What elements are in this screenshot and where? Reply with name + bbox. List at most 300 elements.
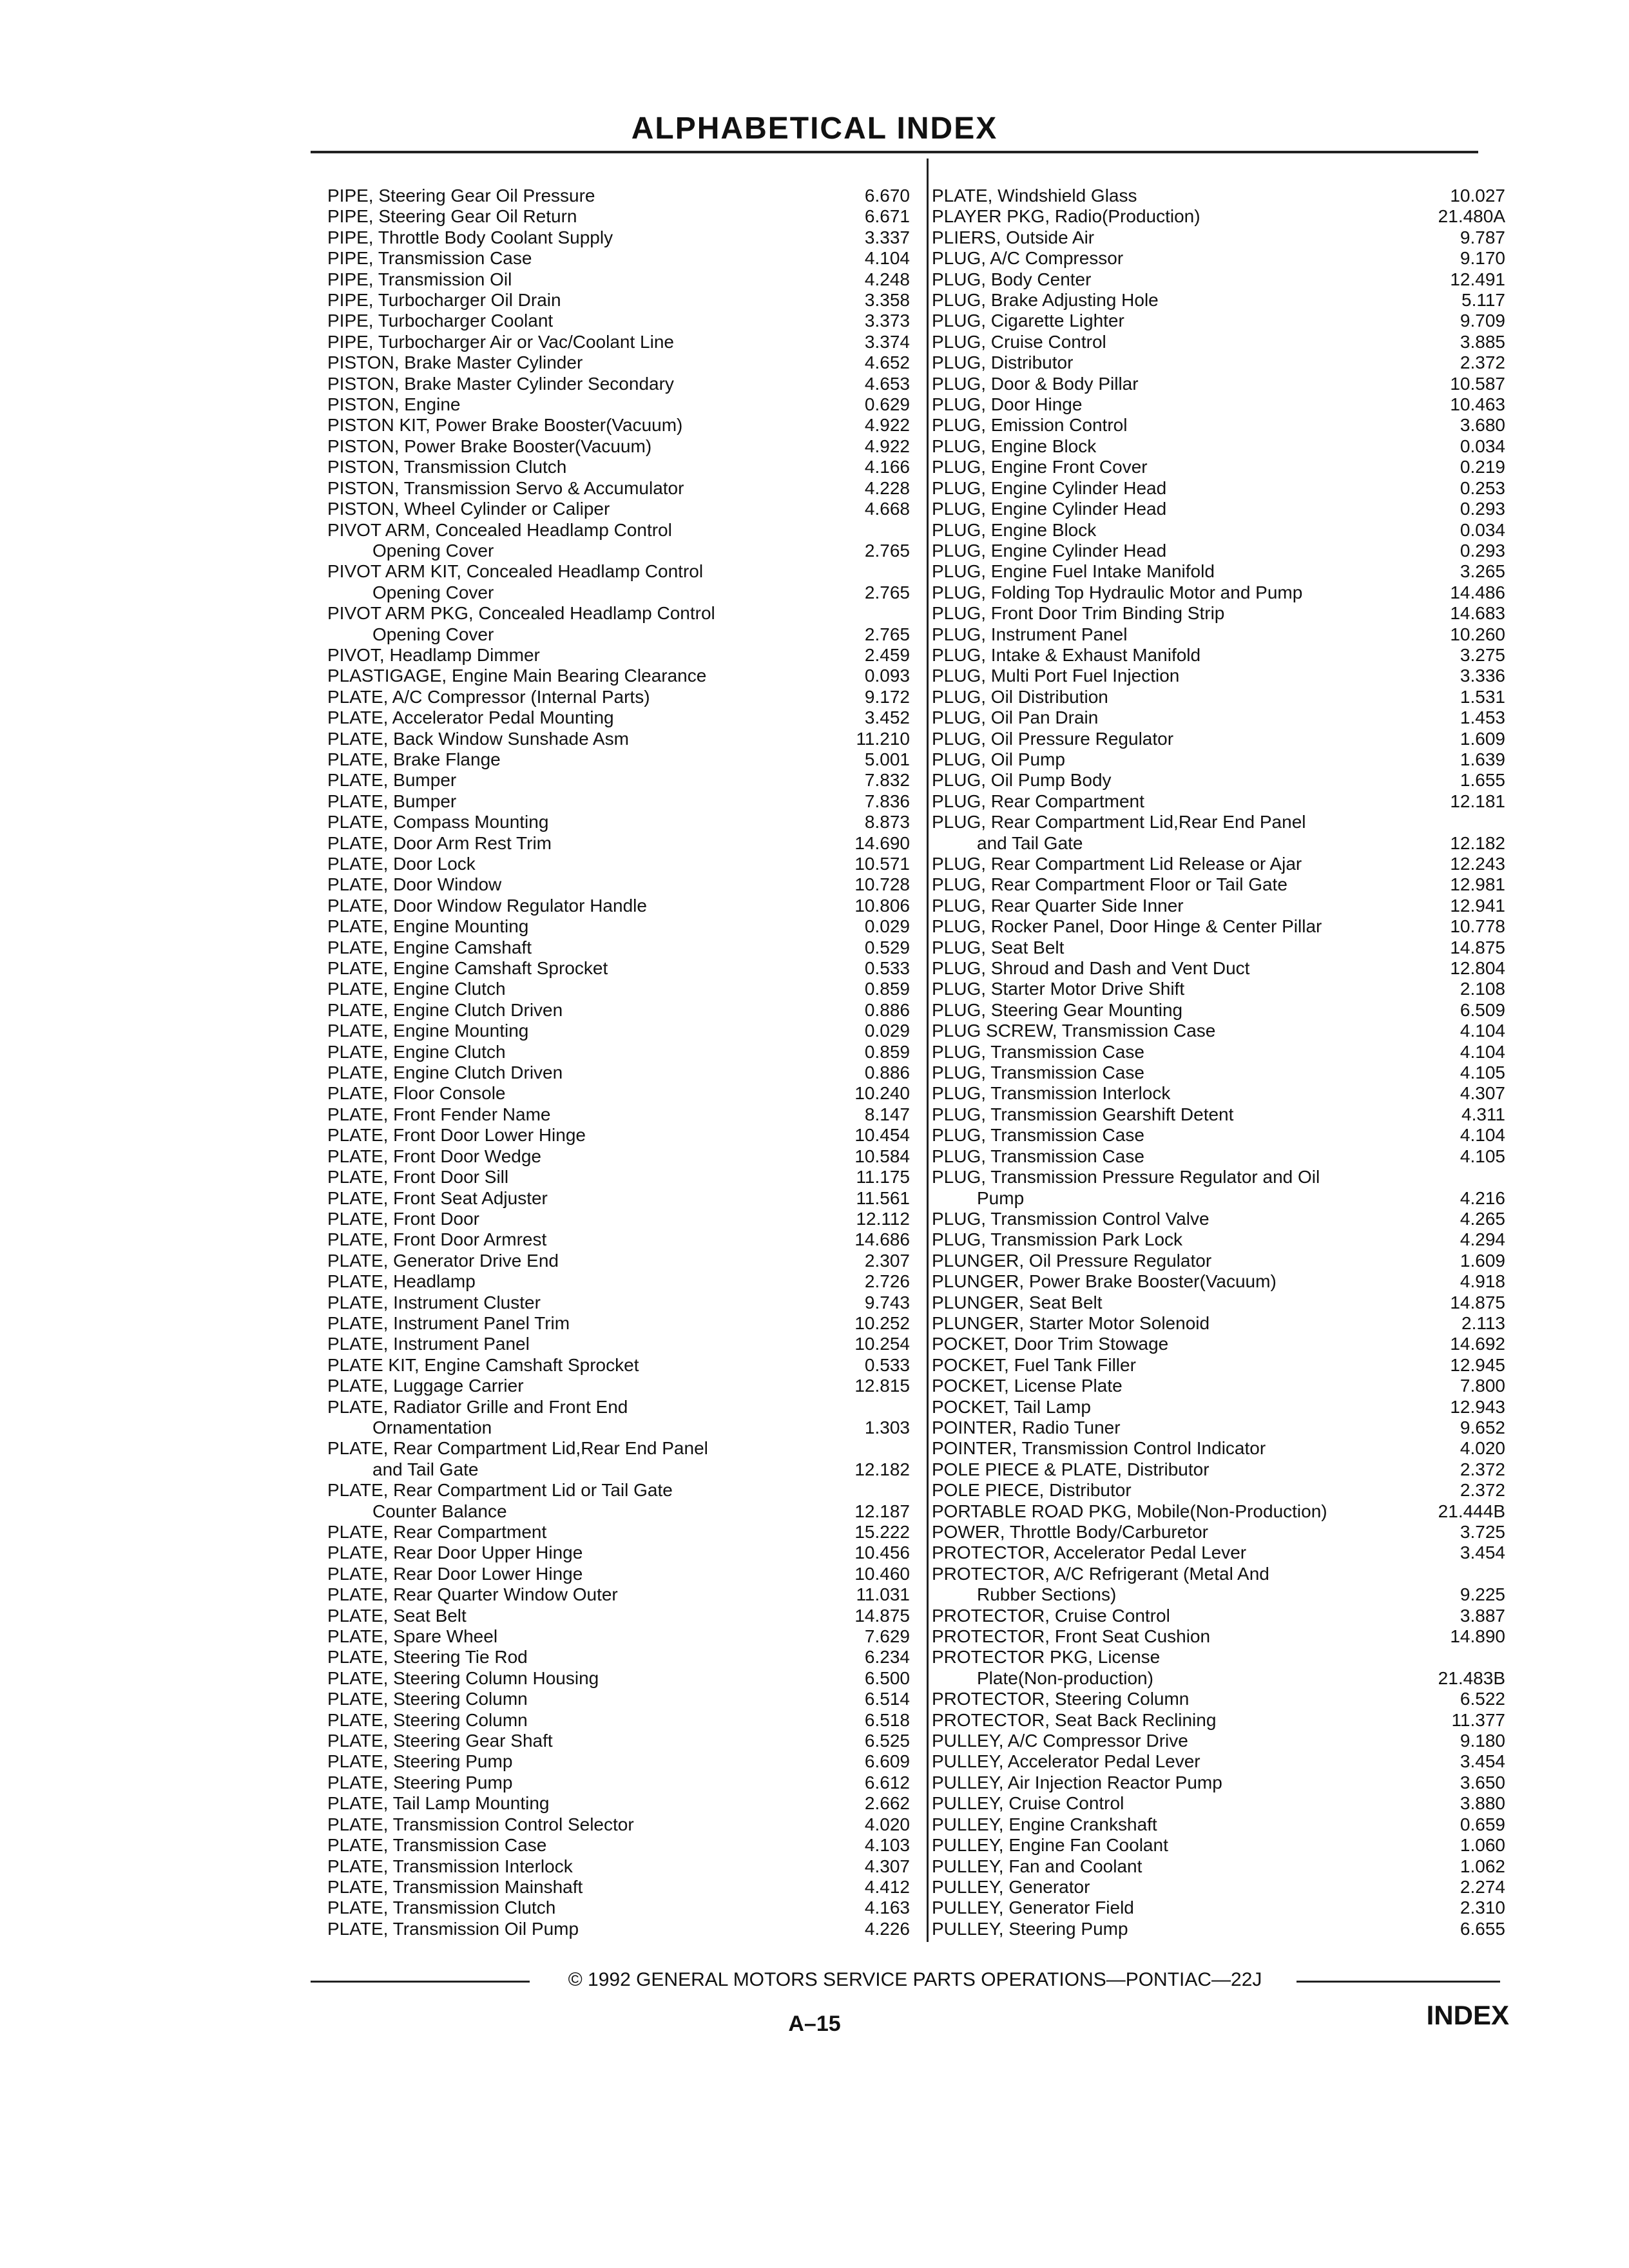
index-entry <box>327 833 910 854</box>
index-entry <box>932 1271 1505 1292</box>
entry-description <box>932 206 1415 227</box>
entry-line: PLUG, Transmission Case <box>932 1125 1144 1146</box>
entry-line: PLATE, Steering Pump <box>327 1751 513 1772</box>
entry-reference: 0.629 <box>864 394 910 415</box>
entry-reference: 3.454 <box>1460 1542 1505 1563</box>
index-entry <box>327 1564 910 1584</box>
entry-reference: 2.726 <box>864 1271 910 1292</box>
entry-reference: 4.020 <box>1460 1438 1505 1459</box>
entry-line: PIPE, Transmission Case <box>327 248 532 269</box>
entry-reference: 12.491 <box>1450 269 1505 289</box>
index-entry <box>932 311 1505 331</box>
entry-description <box>932 958 1415 979</box>
entry-line: PLATE, Engine Camshaft Sprocket <box>327 958 608 979</box>
entry-line: PLUG, Oil Pump <box>932 749 1065 769</box>
entry-line: and Tail Gate <box>372 1459 479 1479</box>
entry-description <box>327 1188 827 1209</box>
entry-line: PLATE, Tail Lamp Mounting <box>327 1793 550 1814</box>
entry-reference: 11.175 <box>856 1167 910 1187</box>
entry-reference: 12.243 <box>1450 854 1505 874</box>
entry-reference: 12.182 <box>854 1459 910 1479</box>
index-entry <box>932 499 1505 519</box>
entry-line: Pump <box>977 1187 1025 1208</box>
index-entry <box>932 687 1505 707</box>
entry-line: PLATE, Rear Quarter Window Outer <box>327 1584 618 1605</box>
entry-line: PLATE, Engine Mounting <box>327 916 529 937</box>
entry-reference: 14.683 <box>1450 603 1505 624</box>
entry-description <box>932 541 1415 561</box>
entry-line: PULLEY, Cruise Control <box>932 1793 1124 1814</box>
entry-reference: 0.886 <box>864 999 910 1020</box>
entry-description <box>932 1229 1415 1250</box>
index-entry <box>932 666 1505 686</box>
entry-line: PLATE, Bumper <box>327 791 457 811</box>
entry-line: PLUG, Transmission Pressure Regulator and Oil <box>932 1167 1320 1187</box>
entry-description <box>327 1334 827 1354</box>
entry-reference: 12.804 <box>1450 958 1505 979</box>
entry-description <box>932 1647 1415 1689</box>
entry-line: PIPE, Steering Gear Oil Pressure <box>327 186 595 206</box>
index-entry <box>327 1021 910 1041</box>
entry-reference: 9.170 <box>1460 248 1505 269</box>
entry-description <box>932 290 1415 311</box>
index-entry <box>327 979 910 999</box>
entry-line: POWER, Throttle Body/Carburetor <box>932 1522 1208 1542</box>
entry-description <box>327 1355 827 1376</box>
entry-line: Opening Cover <box>372 540 494 561</box>
entry-description <box>327 415 827 436</box>
entry-description <box>932 186 1415 206</box>
entry-description <box>327 1397 827 1439</box>
entry-reference: 12.941 <box>1450 895 1505 916</box>
entry-description <box>932 603 1415 624</box>
entry-reference: 8.873 <box>864 812 910 832</box>
entry-line: PISTON, Wheel Cylinder or Caliper <box>327 499 610 519</box>
entry-line: PLATE, Luggage Carrier <box>327 1376 524 1396</box>
index-entry <box>327 248 910 269</box>
index-entry <box>932 1606 1505 1626</box>
entry-description <box>327 1042 827 1062</box>
index-entry <box>932 1835 1505 1856</box>
entry-description <box>932 707 1415 728</box>
entry-line: PLAYER PKG, Radio(Production) <box>932 206 1200 227</box>
index-entry <box>932 1856 1505 1877</box>
entry-reference: 10.254 <box>854 1334 910 1354</box>
entry-description <box>327 896 827 916</box>
entry-description <box>932 624 1415 645</box>
index-entry <box>932 1397 1505 1418</box>
index-entry <box>327 1898 910 1918</box>
entry-description <box>932 1626 1415 1647</box>
entry-reference: 4.104 <box>1460 1021 1505 1041</box>
entry-description <box>327 1000 827 1021</box>
index-entry <box>327 457 910 477</box>
index-entry <box>932 1710 1505 1731</box>
entry-description <box>327 1271 827 1292</box>
index-entry <box>327 478 910 499</box>
entry-description <box>932 1251 1415 1271</box>
entry-description <box>932 1501 1415 1522</box>
index-entry <box>327 958 910 979</box>
entry-reference: 4.166 <box>864 457 910 477</box>
index-entry <box>932 269 1505 290</box>
entry-line: PLATE, Rear Door Lower Hinge <box>327 1563 583 1584</box>
entry-description <box>327 561 827 603</box>
entry-line: PLUG, Cigarette Lighter <box>932 311 1124 331</box>
index-entry <box>932 1209 1505 1229</box>
index-entry <box>327 206 910 227</box>
entry-reference: 14.875 <box>854 1605 910 1626</box>
entry-reference: 2.765 <box>864 540 910 561</box>
footer-rule-right <box>1296 1981 1500 1983</box>
index-entry <box>932 1062 1505 1083</box>
entry-description <box>932 1919 1415 1939</box>
entry-line: PLUG, Seat Belt <box>932 937 1065 957</box>
entry-description <box>327 1542 827 1563</box>
entry-reference: 4.103 <box>864 1835 910 1856</box>
entry-reference: 3.358 <box>864 290 910 311</box>
index-entry <box>327 1606 910 1626</box>
index-entry <box>932 394 1505 415</box>
entry-reference: 12.981 <box>1450 874 1505 895</box>
entry-line: PLUG, Engine Cylinder Head <box>932 540 1167 561</box>
entry-description <box>327 812 827 832</box>
index-entry <box>327 1773 910 1793</box>
index-entry <box>327 269 910 290</box>
entry-reference: 4.104 <box>1460 1125 1505 1146</box>
index-entry <box>327 227 910 248</box>
index-entry <box>327 1877 910 1898</box>
entry-reference: 2.765 <box>864 582 910 602</box>
entry-reference: 3.265 <box>1460 561 1505 582</box>
index-entry <box>327 1522 910 1542</box>
entry-reference: 7.832 <box>864 770 910 791</box>
entry-description <box>932 499 1415 519</box>
index-entry <box>932 1814 1505 1835</box>
entry-reference: 10.463 <box>1450 394 1505 415</box>
index-entry <box>932 1501 1505 1522</box>
entry-line: PLUG, Oil Pan Drain <box>932 707 1099 728</box>
entry-description <box>327 666 827 686</box>
entry-reference: 4.216 <box>1460 1187 1505 1208</box>
entry-reference: 9.787 <box>1460 227 1505 247</box>
index-entry <box>932 561 1505 582</box>
entry-reference: 6.522 <box>1460 1689 1505 1709</box>
entry-reference: 4.226 <box>864 1918 910 1939</box>
entry-description <box>932 916 1415 937</box>
entry-reference: 3.337 <box>864 227 910 247</box>
entry-description <box>932 248 1415 269</box>
index-entry <box>932 791 1505 812</box>
entry-description <box>327 1689 827 1709</box>
entry-description <box>327 791 827 812</box>
entry-reference: 3.680 <box>1460 415 1505 436</box>
entry-line: POLE PIECE, Distributor <box>932 1480 1132 1501</box>
entry-line: PLUG, Multi Port Fuel Injection <box>932 666 1180 686</box>
entry-description <box>327 1125 827 1146</box>
entry-line: PLATE, Transmission Case <box>327 1835 547 1856</box>
entry-description <box>327 1751 827 1772</box>
entry-description <box>327 436 827 457</box>
entry-description <box>932 770 1415 791</box>
entry-reference: 14.875 <box>1450 937 1505 957</box>
entry-reference: 3.887 <box>1460 1605 1505 1626</box>
entry-description <box>932 1209 1415 1229</box>
entry-description <box>932 436 1415 457</box>
entry-reference: 11.210 <box>856 728 910 749</box>
entry-line: PIPE, Transmission Oil <box>327 269 512 289</box>
index-entry <box>327 1397 910 1439</box>
entry-reference: 0.034 <box>1460 436 1505 456</box>
entry-reference: 10.587 <box>1450 373 1505 394</box>
entry-line: PROTECTOR, Steering Column <box>932 1689 1190 1709</box>
index-entry <box>327 1919 910 1939</box>
entry-line: PLATE, Transmission Interlock <box>327 1856 573 1876</box>
index-entry <box>932 1042 1505 1062</box>
index-entry <box>932 1083 1505 1104</box>
index-entry <box>327 1042 910 1062</box>
index-entry <box>327 1647 910 1667</box>
index-entry <box>932 812 1505 854</box>
entry-line: PROTECTOR, Cruise Control <box>932 1605 1170 1626</box>
entry-line: PLATE, Accelerator Pedal Mounting <box>327 707 614 728</box>
entry-line: PLATE, Front Seat Adjuster <box>327 1187 548 1208</box>
index-entry <box>327 1146 910 1167</box>
index-entry <box>932 1689 1505 1709</box>
entry-line: PLUG, Brake Adjusting Hole <box>932 290 1159 311</box>
index-entry <box>932 1355 1505 1376</box>
entry-description <box>932 1459 1415 1480</box>
entry-description <box>327 227 827 248</box>
entry-reference: 0.886 <box>864 1062 910 1083</box>
entry-reference: 4.311 <box>1461 1104 1505 1124</box>
entry-reference: 3.275 <box>1460 644 1505 665</box>
entry-reference: 3.880 <box>1460 1793 1505 1814</box>
entry-line: PROTECTOR, Accelerator Pedal Lever <box>932 1542 1247 1563</box>
entry-line: PLATE, Rear Compartment Lid,Rear End Panel <box>327 1438 708 1459</box>
entry-reference: 2.372 <box>1460 1459 1505 1479</box>
entry-reference: 4.307 <box>1460 1083 1505 1104</box>
entry-line: PIVOT ARM, Concealed Headlamp Control <box>327 519 672 540</box>
index-entry <box>932 1334 1505 1354</box>
entry-reference: 12.815 <box>854 1376 910 1396</box>
index-entry <box>327 812 910 832</box>
entry-line: PLATE, Front Door <box>327 1208 480 1229</box>
entry-line: PLATE, Brake Flange <box>327 749 501 769</box>
index-entry <box>327 1293 910 1313</box>
entry-reference: 3.454 <box>1460 1751 1505 1772</box>
index-entry <box>932 624 1505 645</box>
index-entry <box>327 1438 910 1480</box>
entry-reference: 0.293 <box>1460 499 1505 519</box>
entry-line: PLATE, Front Door Wedge <box>327 1146 541 1166</box>
entry-reference: 7.629 <box>864 1626 910 1647</box>
entry-reference: 1.060 <box>1460 1835 1505 1856</box>
index-entry <box>932 1522 1505 1542</box>
entry-description <box>932 352 1415 373</box>
index-entry <box>327 854 910 874</box>
entry-line: POINTER, Transmission Control Indicator <box>932 1438 1266 1459</box>
entry-line: PLATE, Headlamp <box>327 1271 476 1292</box>
entry-description <box>327 1209 827 1229</box>
index-entry <box>932 186 1505 206</box>
index-entry <box>932 958 1505 979</box>
entry-reference: 4.020 <box>864 1814 910 1834</box>
entry-description <box>932 1125 1415 1146</box>
entry-description <box>327 1293 827 1313</box>
index-entry <box>327 1542 910 1563</box>
entry-line: PLASTIGAGE, Engine Main Bearing Clearance <box>327 666 707 686</box>
entry-description <box>327 1626 827 1647</box>
entry-description <box>327 499 827 519</box>
entry-description <box>327 1062 827 1083</box>
entry-reference: 10.260 <box>1450 624 1505 644</box>
index-entry <box>932 1793 1505 1814</box>
entry-description <box>932 1355 1415 1376</box>
entry-reference: 2.310 <box>1460 1898 1505 1918</box>
entry-reference: 6.609 <box>864 1751 910 1772</box>
entry-line: PLATE, Floor Console <box>327 1083 506 1104</box>
header-rule <box>311 151 1478 153</box>
index-entry <box>327 332 910 352</box>
entry-line: PLATE, Generator Drive End <box>327 1250 559 1271</box>
index-entry <box>932 1313 1505 1334</box>
index-entry <box>327 896 910 916</box>
entry-reference: 9.743 <box>864 1292 910 1312</box>
index-entry <box>932 896 1505 916</box>
entry-reference: 4.104 <box>1460 1041 1505 1062</box>
entry-line: PLUG, Transmission Control Valve <box>932 1208 1210 1229</box>
index-entry <box>327 1689 910 1709</box>
index-entry <box>327 770 910 791</box>
entry-line: PIVOT, Headlamp Dimmer <box>327 644 540 665</box>
entry-description <box>327 1793 827 1814</box>
entry-line: PISTON, Transmission Clutch <box>327 457 567 477</box>
entry-description <box>932 1062 1415 1083</box>
entry-reference: 10.806 <box>854 895 910 916</box>
entry-description <box>932 1835 1415 1856</box>
entry-reference: 14.486 <box>1450 582 1505 602</box>
entry-reference: 4.228 <box>864 477 910 498</box>
entry-reference: 1.609 <box>1460 728 1505 749</box>
index-entry <box>327 561 910 603</box>
entry-description <box>327 1710 827 1731</box>
entry-reference: 12.181 <box>1450 791 1505 811</box>
index-entry <box>932 248 1505 269</box>
entry-line: PLUG, Rear Compartment <box>932 791 1144 811</box>
entry-line: PLUG, Transmission Case <box>932 1146 1144 1166</box>
entry-line: PROTECTOR, Front Seat Cushion <box>932 1626 1211 1647</box>
entry-reference: 4.653 <box>864 373 910 394</box>
entry-line: Counter Balance <box>372 1501 507 1521</box>
entry-description <box>932 332 1415 352</box>
entry-line: PLATE, Seat Belt <box>327 1605 467 1626</box>
entry-line: PIPE, Turbocharger Oil Drain <box>327 290 561 311</box>
entry-description <box>327 332 827 352</box>
entry-reference: 4.265 <box>1460 1208 1505 1229</box>
entry-reference: 14.875 <box>1450 1292 1505 1312</box>
entry-line: PIVOT ARM PKG, Concealed Headlamp Control <box>327 603 715 624</box>
entry-line: PLUG, Emission Control <box>932 415 1128 436</box>
entry-reference: 7.836 <box>864 791 910 811</box>
entry-description <box>327 1647 827 1667</box>
entry-line: PULLEY, Engine Fan Coolant <box>932 1835 1168 1856</box>
index-entry <box>327 186 910 206</box>
index-entry <box>932 1021 1505 1041</box>
entry-description <box>932 1376 1415 1396</box>
entry-line: PLUG, Rear Compartment Floor or Tail Gate <box>932 874 1287 895</box>
entry-reference: 4.105 <box>1460 1146 1505 1166</box>
entry-description <box>327 707 827 728</box>
index-entry <box>327 1814 910 1835</box>
entry-reference: 10.728 <box>854 874 910 895</box>
index-entry <box>327 415 910 436</box>
index-entry <box>327 520 910 562</box>
entry-description <box>327 1522 827 1542</box>
entry-reference: 3.885 <box>1460 331 1505 352</box>
entry-line: Plate(Non-production) <box>977 1667 1153 1688</box>
entry-description <box>327 457 827 477</box>
entry-reference: 6.670 <box>864 186 910 206</box>
entry-line: PLUG, Rear Quarter Side Inner <box>932 895 1184 916</box>
entry-line: PLUG, Intake & Exhaust Manifold <box>932 644 1201 665</box>
entry-reference: 10.252 <box>854 1312 910 1333</box>
index-entry <box>932 729 1505 749</box>
entry-line: PISTON, Brake Master Cylinder <box>327 352 583 373</box>
entry-description <box>327 770 827 791</box>
index-entry <box>327 1209 910 1229</box>
entry-reference: 1.062 <box>1460 1856 1505 1876</box>
entry-description <box>932 1083 1415 1104</box>
entry-description <box>327 833 827 854</box>
page-title: ALPHABETICAL INDEX <box>631 111 998 146</box>
index-entry <box>932 1438 1505 1459</box>
entry-line: PLUNGER, Seat Belt <box>932 1292 1103 1312</box>
entry-line: PLATE KIT, Engine Camshaft Sprocket <box>327 1354 639 1375</box>
entry-reference: 5.001 <box>864 749 910 769</box>
index-entry <box>327 1251 910 1271</box>
index-entry <box>932 290 1505 311</box>
index-entry <box>327 729 910 749</box>
index-entry <box>932 854 1505 874</box>
entry-description <box>932 1606 1415 1626</box>
index-entry <box>327 937 910 958</box>
entry-line: POCKET, Fuel Tank Filler <box>932 1354 1136 1375</box>
entry-description <box>327 854 827 874</box>
entry-description <box>327 352 827 373</box>
entry-line: PISTON, Power Brake Booster(Vacuum) <box>327 436 652 456</box>
entry-description <box>932 666 1415 686</box>
entry-line: PLATE, Steering Column Housing <box>327 1667 599 1688</box>
entry-line: PLUG, Transmission Interlock <box>932 1083 1171 1104</box>
index-entry <box>327 791 910 812</box>
entry-reference: 10.460 <box>854 1563 910 1584</box>
entry-line: PLATE, Door Window <box>327 874 502 895</box>
entry-description <box>932 1731 1415 1751</box>
entry-description <box>327 749 827 770</box>
index-entry <box>327 1355 910 1376</box>
index-entry <box>932 603 1505 624</box>
entry-reference: 0.029 <box>864 1021 910 1041</box>
entry-line: PLUG, Body Center <box>932 269 1092 289</box>
entry-line: PLATE, Engine Clutch <box>327 979 506 999</box>
index-entry <box>327 645 910 666</box>
entry-line: PLATE, Bumper <box>327 770 457 791</box>
entry-reference: 0.034 <box>1460 519 1505 540</box>
entry-reference: 6.514 <box>864 1689 910 1709</box>
entry-description <box>932 1293 1415 1313</box>
entry-description <box>327 958 827 979</box>
